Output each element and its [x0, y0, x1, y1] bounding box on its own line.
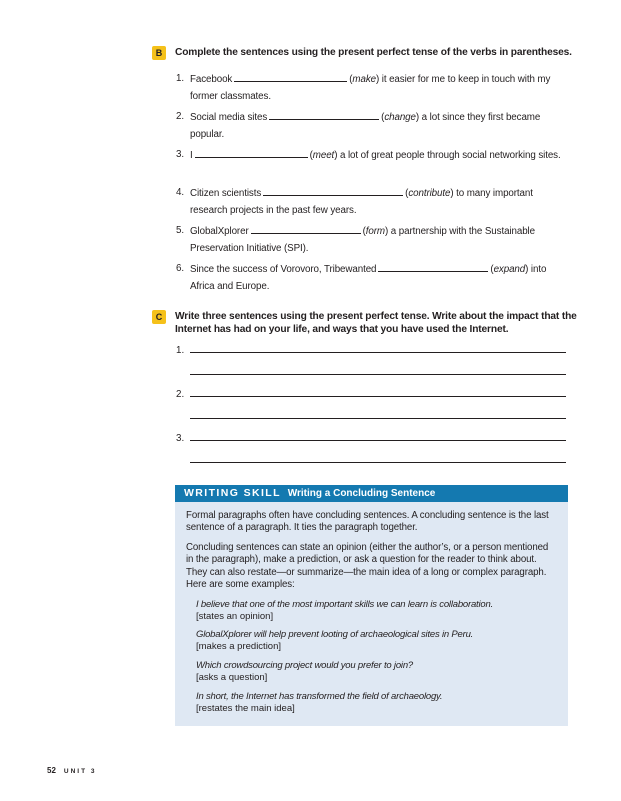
- exercise-c-badge: C: [152, 310, 166, 324]
- writing-skill-para2: Concluding sentences can state an opinion (either the author’s, or a person mentioned in the paragraph), make a prediction, or ask a question for the reader to think about. They can also restate—or summarize—the main idea of a long or complex paragraph. Here are some examples:: [186, 542, 549, 590]
- example-sentence-4: In short, the Internet has transformed the field of archaeology.: [196, 691, 443, 702]
- item-text: GlobalXplorer: [190, 226, 249, 237]
- item-verb: meet: [312, 150, 335, 161]
- exercise-b-badge: B: [152, 46, 166, 60]
- example-sentence-3: Which crowdsourcing project would you prefer to join?: [196, 660, 413, 671]
- item-text: a lot since they first became popular.: [190, 112, 541, 140]
- item-number: 5.: [176, 225, 184, 236]
- example-note-1: [states an opinion]: [196, 611, 274, 622]
- example-note-3: [asks a question]: [196, 672, 268, 683]
- page-footer: [47, 766, 97, 775]
- write-line[interactable]: [190, 418, 566, 419]
- item-text: into Africa and Europe.: [190, 264, 547, 292]
- example-note-4: [restates the main idea]: [196, 703, 295, 714]
- exercise-b-instruction: Complete the sentences using the present perfect tense of the verbs in parentheses.: [175, 47, 572, 58]
- item-text: Social media sites: [190, 112, 268, 123]
- item-text: Facebook: [190, 74, 233, 85]
- item-number: 1.: [176, 73, 184, 84]
- writing-skill-title: Writing a Concluding Sentence: [287, 488, 436, 499]
- writing-skill-para1: Formal paragraphs often have concluding sentences. A concluding sentence is the last sentence of a paragraph. It ties the paragraph together.: [186, 510, 549, 534]
- item-text: Since the success of Vorovoro, Tribewanted: [190, 264, 377, 275]
- item-number: 4.: [176, 187, 184, 198]
- answer-blank[interactable]: [269, 109, 379, 120]
- write-number-2: 2.: [176, 389, 185, 400]
- item-text: it easier for me to keep in touch with my former classmates.: [190, 74, 551, 102]
- write-line[interactable]: [190, 396, 566, 397]
- item-number: 3.: [176, 149, 184, 160]
- page-number: 52: [47, 766, 56, 775]
- answer-blank[interactable]: [263, 185, 403, 196]
- write-line[interactable]: [190, 374, 566, 375]
- item-text: a partnership with the Sustainable Preservation Initiative (SPI).: [190, 226, 535, 254]
- writing-skill-header: [175, 485, 568, 502]
- example-note-2: [makes a prediction]: [196, 641, 282, 652]
- exercise-c-instruction-line1: Write three sentences using the present perfect tense. Write about the impact that the: [175, 311, 577, 322]
- writing-skill-kicker: WRITING SKILL: [184, 487, 281, 499]
- item-number: 6.: [176, 263, 184, 274]
- write-line[interactable]: [190, 462, 566, 463]
- item-text: a lot of great people through social networking sites.: [339, 150, 561, 161]
- answer-blank[interactable]: [251, 223, 361, 234]
- item-verb: contribute: [408, 188, 451, 199]
- answer-blank[interactable]: [378, 261, 488, 272]
- item-verb: make: [352, 74, 376, 85]
- item-verb: change: [384, 112, 416, 123]
- item-text: I: [190, 150, 193, 161]
- write-number-3: 3.: [176, 433, 185, 444]
- item-text: Citizen scientists: [190, 188, 262, 199]
- item-verb: expand: [493, 264, 526, 275]
- write-line[interactable]: [190, 440, 566, 441]
- answer-blank[interactable]: [234, 71, 347, 82]
- unit-label: UNIT 3: [63, 768, 97, 775]
- item-text: to many important research projects in the past few years.: [190, 188, 533, 216]
- example-sentence-2: GlobalXplorer will help prevent looting of archaeological sites in Peru.: [196, 629, 474, 640]
- item-number: 2.: [176, 111, 184, 122]
- answer-blank[interactable]: [195, 147, 308, 158]
- exercise-c-instruction-line2: Internet has had on your life, and ways that you have used the Internet.: [175, 324, 509, 335]
- item-verb: form: [365, 226, 385, 237]
- write-number-1: 1.: [176, 345, 185, 356]
- example-sentence-1: I believe that one of the most important skills we can learn is collaboration.: [196, 599, 494, 610]
- write-line[interactable]: [190, 352, 566, 353]
